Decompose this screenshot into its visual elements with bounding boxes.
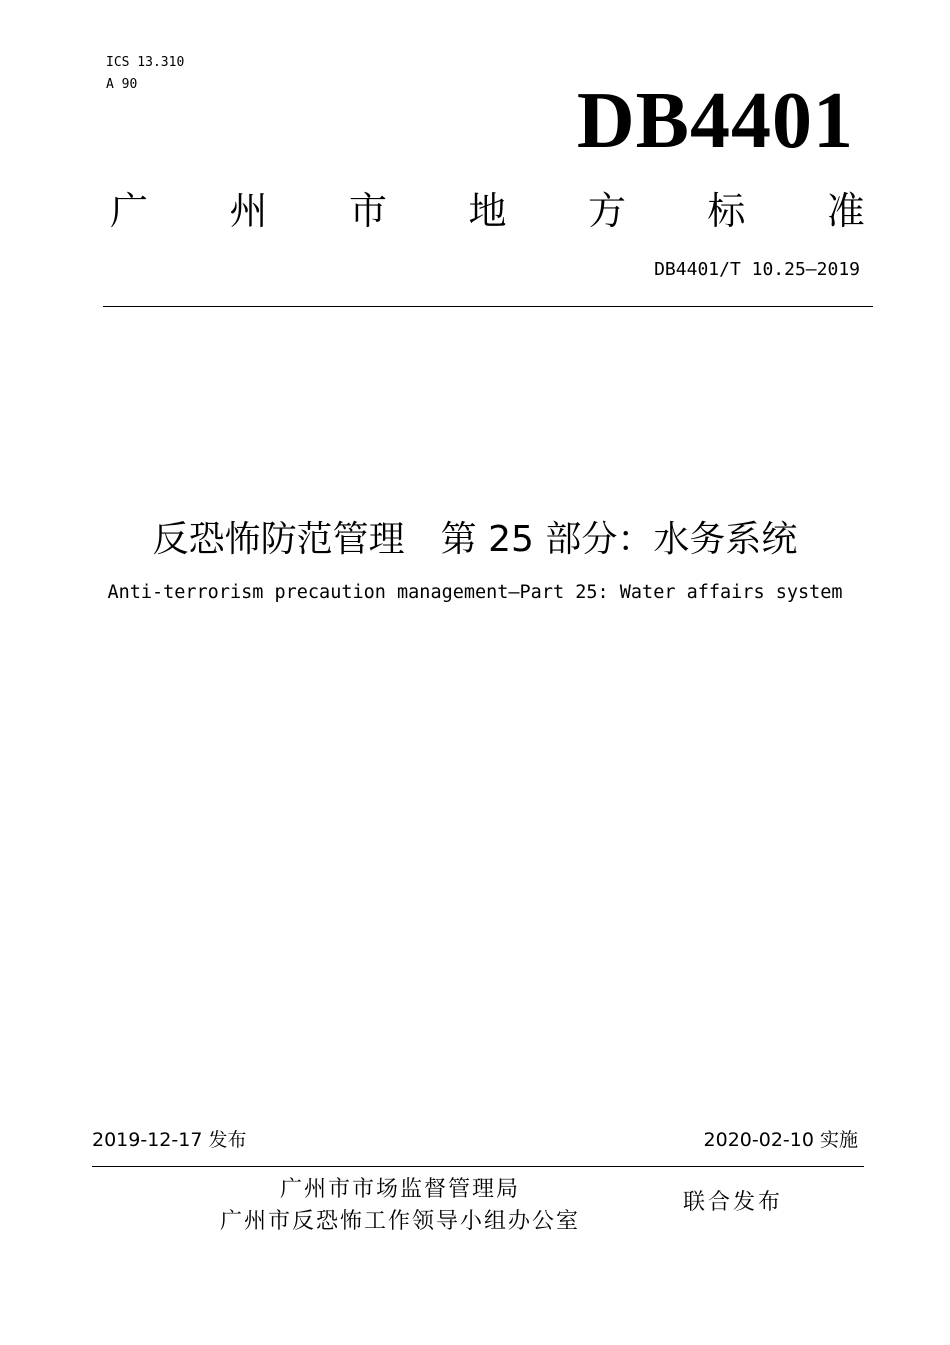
issuer-name: 广州市反恐怖工作领导小组办公室 (219, 1209, 580, 1234)
document-title-english: Anti-terrorism precaution management—Part 25: Water affairs system (107, 582, 843, 603)
ccs-code: A 90 (106, 77, 138, 92)
document-title-chinese: 反恐怖防范管理 第 25 部分：水务系统 (152, 519, 798, 560)
standard-type-char: 方 (587, 189, 626, 233)
footer-divider (92, 1166, 864, 1167)
standard-type-char: 州 (229, 189, 268, 233)
issuing-authorities (140, 1174, 660, 1238)
issue-date: 2019-12-17 发布 (92, 1129, 247, 1151)
header-divider (103, 306, 873, 307)
standard-number: DB4401/T 10.25—2019 (654, 259, 860, 280)
standard-type-char: 标 (707, 189, 746, 233)
standard-type-char: 广 (110, 189, 149, 233)
standard-code-logo: DB4401 (576, 77, 854, 165)
issuer-name: 广州市市场监督管理局 (279, 1177, 520, 1202)
standard-type-char: 地 (468, 189, 507, 233)
standard-type-char: 市 (348, 189, 387, 233)
ics-code: ICS 13.310 (106, 55, 185, 70)
implementation-date: 2020-02-10 实施 (703, 1129, 858, 1151)
standard-type-heading (110, 186, 865, 236)
standard-type-char: 准 (826, 189, 865, 233)
joint-release-label: 联合发布 (683, 1190, 784, 1215)
